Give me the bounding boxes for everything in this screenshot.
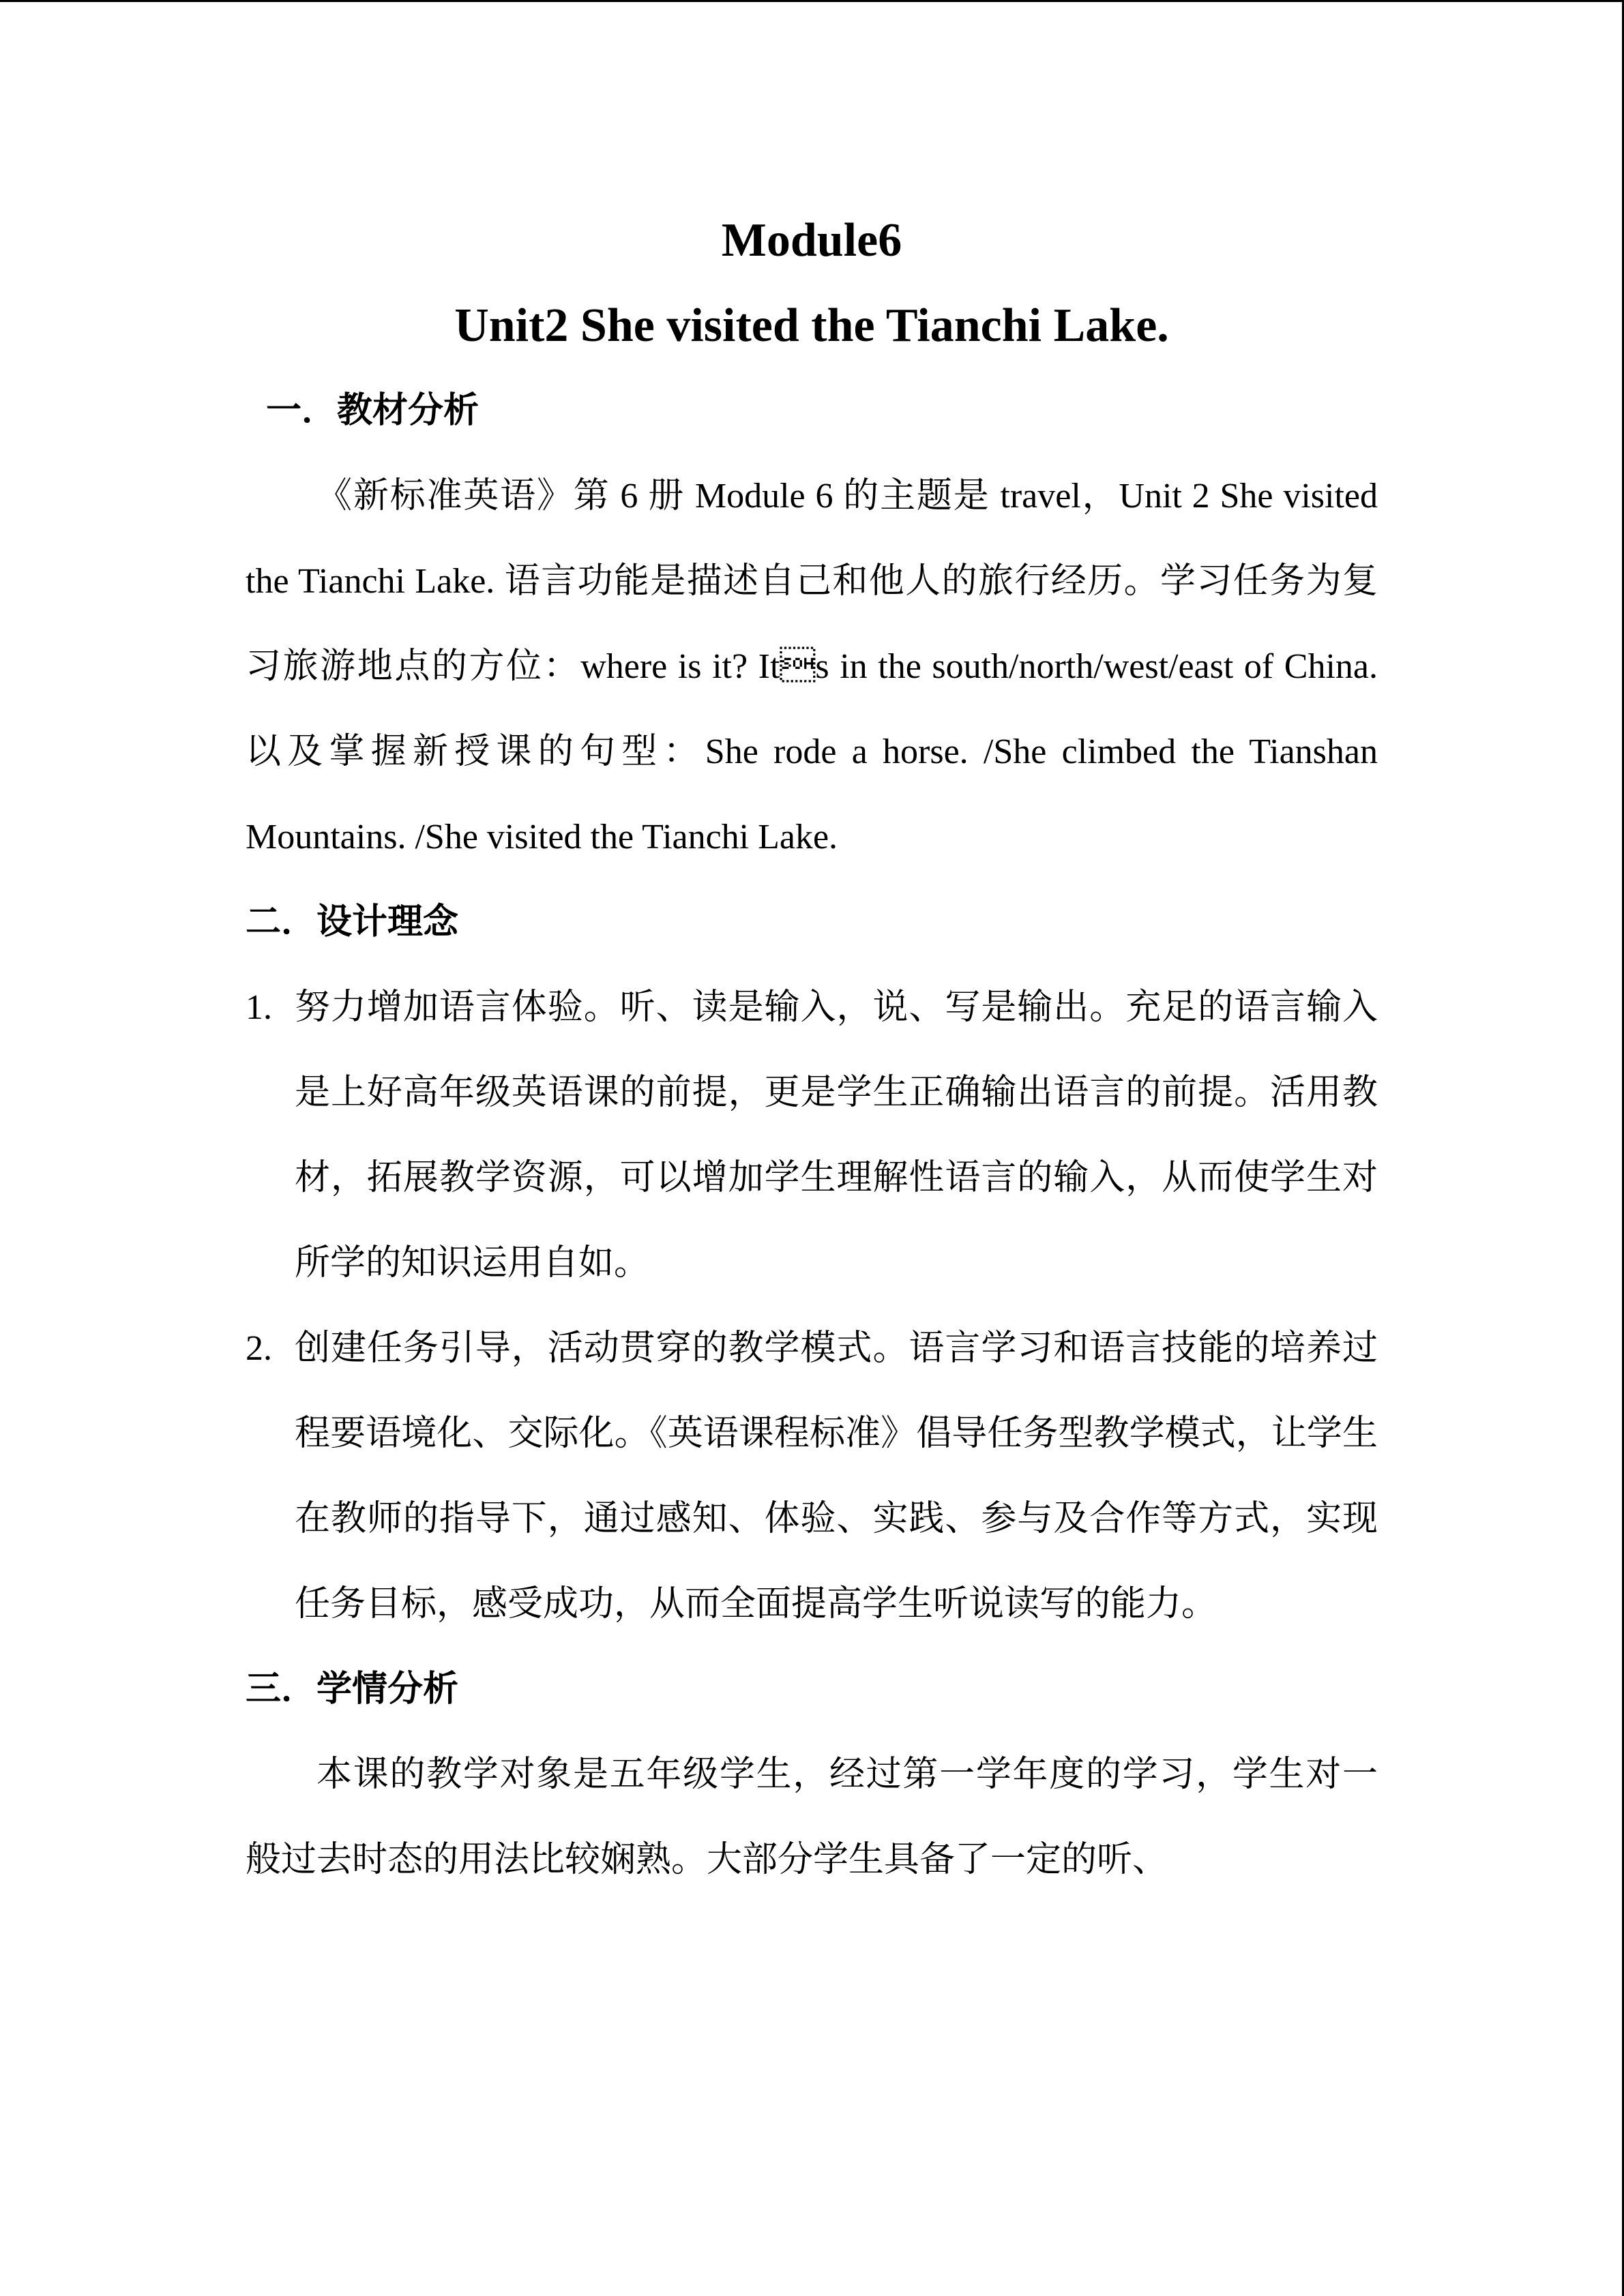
section-heading-textbook-analysis: 一．教材分析 [266,391,479,430]
list-item [246,965,1378,1306]
title-module: Module6 [721,214,902,267]
paragraph-textbook-analysis: 《新标准英语》第 6 册 Module 6 的主题是 travel，Unit 2 She visited the Tianchi Lake. 语言功能是描述自己和他人的旅行经历。学习任务为复习旅游地点的方位：where is it? Its in the south/north/west/east of China.以及掌握新授课的句型：She rode a horse. /She climbed the Tianshan Mountains. /She visited the Tianchi Lake. [246,477,1378,856]
section-heading-student-analysis: 三．学情分析 [246,1670,459,1709]
list-item-text: 努力增加语言体验。听、读是输入，说、写是输出。充足的语言输入是上好高年级英语课的前提，更是学生正确输出语言的前提。活用教材，拓展教学资源，可以增加学生理解性语言的输入，从而使学生对所学的知识运用自如。 [295,988,1378,1283]
section-heading-design-concept: 二．设计理念 [246,903,459,942]
paragraph-student-analysis: 本课的教学对象是五年级学生，经过第一学年度的学习，学生对一般过去时态的用法比较娴熟。大部分学生具备了一定的听、 [246,1755,1378,1879]
list-item-text: 创建任务引导，活动贯穿的教学模式。语言学习和语言技能的培养过程要语境化、交际化。《英语课程标准》倡导任务型教学模式，让学生在教师的指导下，通过感知、体验、实践、参与及合作等方式，实现任务目标，感受成功，从而全面提高学生听说读写的能力。 [295,1329,1378,1624]
list-item-number: 1. [246,988,272,1027]
list-item [246,1306,1378,1647]
list-item-number: 2. [246,1329,272,1368]
document-body [246,198,1378,1903]
title-unit: Unit2 She visited the Tianchi Lake. [454,299,1169,352]
page-top-border [0,0,1624,2]
